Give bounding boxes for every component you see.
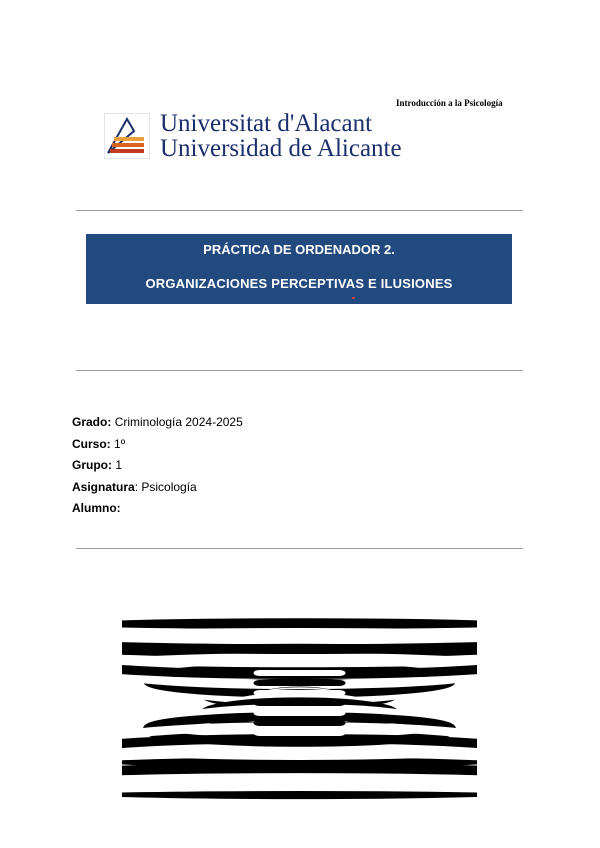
grupo-value: 1	[115, 458, 123, 473]
info-grupo	[72, 455, 243, 477]
title-banner	[86, 234, 512, 304]
divider-bottom	[76, 548, 523, 549]
info-asignatura	[72, 477, 243, 499]
curso-value: 1º	[114, 436, 126, 451]
asignatura-label: Asignatura	[72, 479, 135, 494]
logo-line-valencian: Universitat d'Alacant	[160, 110, 373, 137]
info-alumno	[72, 498, 243, 520]
title-topic: ORGANIZACIONES PERCEPTIVAS E ILUSIONES	[145, 276, 453, 291]
grupo-label: Grupo:	[72, 458, 112, 473]
grado-label: Grado:	[72, 415, 112, 429]
alumno-label: Alumno:	[72, 501, 121, 516]
student-info	[72, 412, 243, 520]
info-grado	[72, 412, 243, 434]
header-course-title: Introducción a la Psicología	[396, 98, 503, 108]
logo-line-spanish: Universidad de Alicante	[160, 135, 402, 162]
divider-middle	[76, 370, 523, 371]
divider-top	[76, 210, 523, 211]
curso-label: Curso:	[72, 436, 111, 451]
title-practice: PRÁCTICA DE ORDENADOR 2.	[203, 242, 395, 257]
grado-value: Criminología 2024-2025	[114, 415, 243, 429]
university-logo	[104, 110, 402, 163]
title-decoration	[352, 297, 355, 299]
asignatura-value: : Psicología	[134, 479, 197, 494]
university-emblem-icon	[104, 113, 150, 159]
info-curso	[72, 434, 243, 456]
wormhole-illusion-image	[122, 593, 477, 813]
